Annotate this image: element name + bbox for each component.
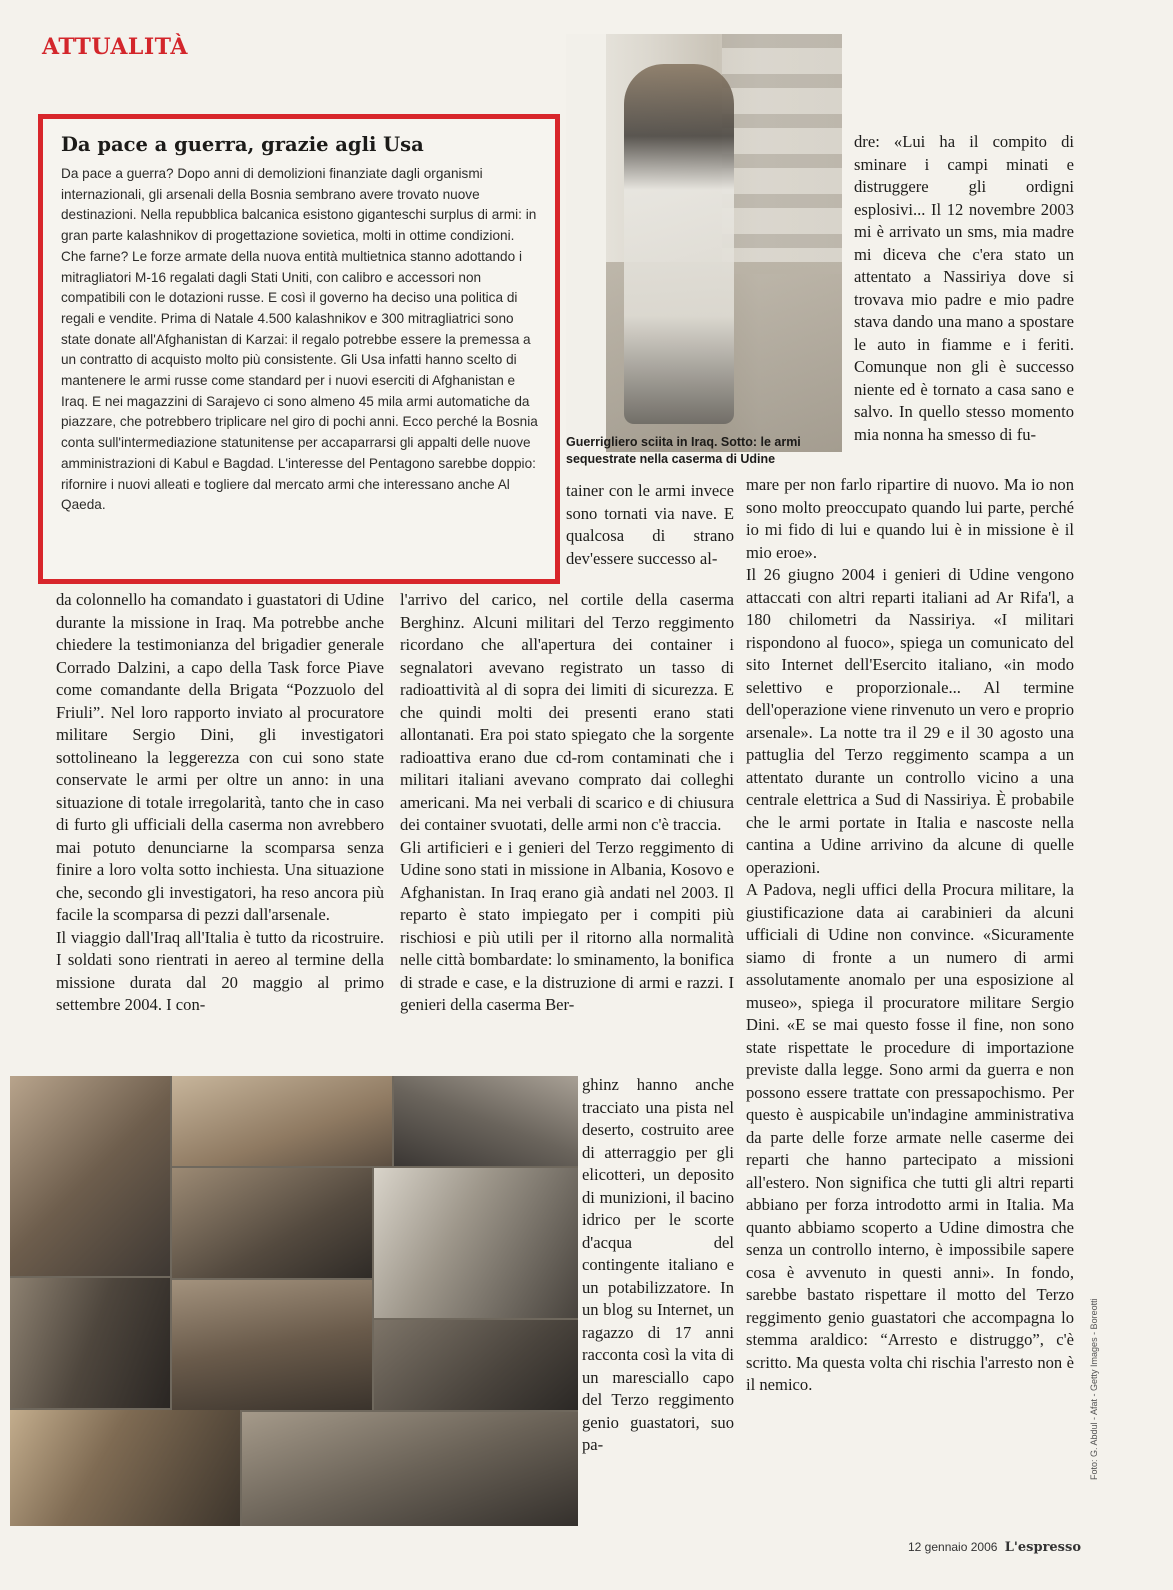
column-3-continued: mare per non farlo ripartire di nuovo. Ma io non sono molto preoccupato quando lui parte, perché io mi fido di lui e quando lui è in missione è il mio eroe». Il 26 giugno 2004 i genieri di Udine vengono attaccati con altri reparti italiani ad Ar Rifa'l, a 180 chilometri da Nassiriya. «I militari rispondono al fuoco», spiega un comunicato del sito Internet dell'Esercito italiano, «in modo selettivo e proporzionale... Al termine dell'operazione viene rinvenuto un vero e proprio arsenale». La notte tra il 29 e il 30 agosto una pattuglia del Terzo reggimento scampa a un attentato durante un controllo vicino a una centrale elettrica a Sud di Nassiriya. È probabile che le armi portate in Italia e nascoste nella cantina a Udine arrivino da alcune di quelle operazioni. A Padova, negli uffici della Procura militare, la giustificazione data ai carabinieri da alcuni ufficiali di Udine non convince. «Sicuramente siamo di fronte a un numero di armi assolutamente anomalo per una esposizione al museo», spiega il procuratore militare Sergio Dini. «E se mai questo fosse il fine, non sono state rispettate le procedure di importazione previste dalla legge. Sono armi da guerra e non possono essere trattate con pressapochismo. Per questo è auspicabile un'indagine amministrativa da parte delle forze armate nelle caserme dei reparti che hanno partecipato a missioni all'estero. Non significa che tutti gli altri reparti abbiano per forza introdotto armi in Italia. Ma quanto abbiamo scoperto a Udine dimostra che senza un controllo interno, è impossibile sapere cosa è avvenuto in questi anni». In fondo, sarebbe bastato rispettare il motto del Terzo reggimento genio guastatori che accompagna lo stemma araldico: “Arresto e distruggo”, c'è scritto. Ma questa volta chi rischia l'arresto non è il nemico. [746,475,1074,1394]
photo-caption: Guerrigliero sciita in Iraq. Sotto: le armi sequestrate nella caserma di Udine [566,435,801,466]
magazine-name: L'espresso [1004,1540,1081,1555]
sidebar-box [38,114,560,584]
photo-guerrilla [566,34,842,452]
column-3-top: dre: «Lui ha il compito di sminare i campi minati e distruggere gli ordigni esplosivi... Il 12 novembre 2003 mi è arrivato un sms, mia madre mi diceva che c'era stato un attentato a Nassiriya dove si trovava mio padre e mio padre stava dando una mano a spostare le auto in fiamme e i feriti. Comunque non gli è successo niente ed è tornato a casa sano e salvo. In quello stesso momento mia nonna ha smesso di fu- [854,132,1074,444]
column-2-top: tainer con le armi invece sono tornati via nave. E qualcosa di strano dev'essere successo al- [566,481,734,568]
column-1: da colonnello ha comandato i guastatori di Udine durante la missione in Iraq. Ma potrebbe anche chiedere la testimonianza del brigadier generale Corrado Dalzini, a capo della Task force Piave come comandante della Brigata “Pozzuolo del Friuli”. Nel loro rapporto inviato al procuratore militare Sergio Dini, gli investigatori sottolineano la leggerezza con cui sono state conservate le armi per oltre un anno: in una situazione di totale irregolarità, tanto che in caso di furto gli ufficiali della caserma non avrebbero mai potuto denunciarne la scomparsa senza finire a loro volta sotto inchiesta. Una situazione che, secondo gli investigatori, ha reso ancora più facile la scomparsa di pezzi dall'arsenale. Il viaggio dall'Iraq all'Italia è tutto da ricostruire. I soldati sono rientrati in aereo al termine della missione durata dal 20 maggio al primo settembre 2004. I con- [56,590,384,1014]
photo-credit: Foto: G. Abdul - Afat - Getty Images - Boreotti [1089,1298,1099,1480]
issue-date: 12 gennaio 2006 [908,1540,998,1554]
column-2: l'arrivo del carico, nel cortile della caserma Berghinz. Alcuni militari del Terzo reggimento ricordano che all'apertura dei container i segnalatori avevano registrato un tasso di radioattività al di sopra dei limiti di sicurezza. E che quindi molti dei presenti erano stati allontanati. Era poi stato spiegato che la sorgente radioattiva erano due cd-rom contaminati che i militari italiani avevano comprato dai colleghi americani. Ma nei verbali di scarico e di chiusura dei container svuotati, delle armi non c'è traccia. Gli artificieri e i genieri del Terzo reggimento di Udine sono stati in missione in Albania, Kosovo e Afghanistan. In Iraq erano già andati nel 2003. Il reparto è stato impiegato per i compiti più rischiosi e più utili per il ritorno alla normalità nelle città bombardate: lo sminamento, la bonifica di strade e case, e la distruzione di armi e razzi. I genieri della caserma Ber- [400,590,734,1014]
sidebar-text: Da pace a guerra? Dopo anni di demolizioni finanziate dagli organismi internazionali, gli arsenali della Bosnia sembrano avere trovato nuove destinazioni. Nella repubblica balcanica esistono giganteschi surplus di armi: in gran parte kalashnikov di progettazione sovietica, molti in ottime condizioni. Che farne? Le forze armate della nuova entità multietnica stanno adottando i mitragliatori M-16 regalati dagli Stati Uniti, con calibro e accessori non compatibili con le dotazioni russe. E così il governo ha deciso una politica di regali e vendite. Prima di Natale 4.500 kalashnikov e 300 mitragliatrici sono state donate all'Afghanistan di Karzai: il regalo potrebbe essere la premessa a un contratto di acquisto molto più consistente. Gli Usa infatti hanno scelto di mantenere le armi russe come standard per i nuovi eserciti di Afghanistan e Iraq. E nei magazzini di Sarajevo ci sono almeno 45 mila armi automatiche da piazzare, che potrebbero triplicare nel giro di pochi anni. Ecco perché la Bosnia conta sull'intermediazione statunitense per accaparrarsi gli appalti delle nuove amministrazioni di Kabul e Bagdad. L'interesse del Pentagono sarebbe doppio: rifornire i nuovi alleati e togliere dal mercato armi che interessano anche Al Qaeda. [61,166,538,513]
section-tag: ATTUALITÀ [42,34,188,60]
page-footer [908,1540,1081,1555]
column-2-narrow: ghinz hanno anche tracciato una pista nel deserto, costruito aree di atterraggio per gli elicotteri, un deposito di munizioni, il bacino idrico per le scorte d'acqua del contingente italiano e un potabilizzatore. In un blog su Internet, un ragazzo di 17 anni racconta così la vita di un maresciallo capo del Terzo reggimento genio guastatori, suo pa- [582,1075,734,1454]
photo-weapons-collage [10,1076,578,1526]
sidebar-title: Da pace a guerra, grazie agli Usa [61,133,424,156]
